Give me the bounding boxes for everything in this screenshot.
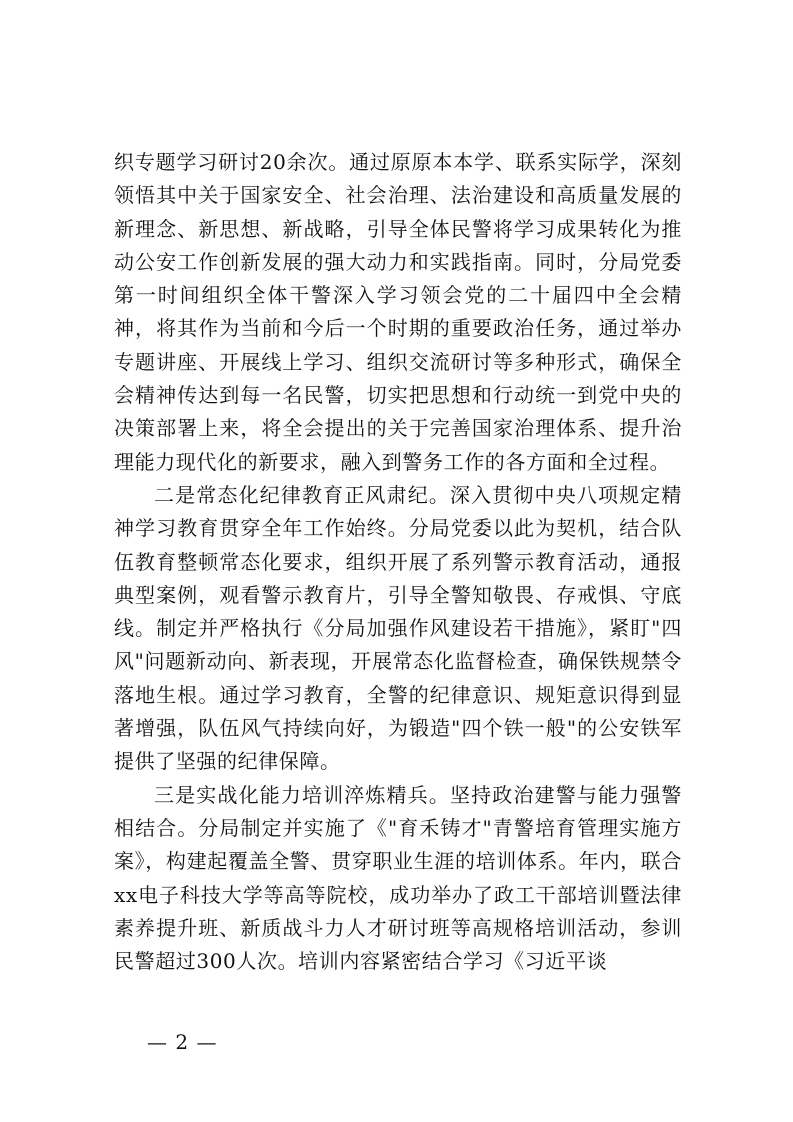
- paragraph-capability-training: 三是实战化能力培训淬炼精兵。坚持政治建警与能力强警相结合。分局制定并实施了《"育禾铸才"青警培育管理实施方案》，构建起覆盖全警、贯穿职业生涯的培训体系。年内，联合xx电子科技大学等高等院校，成功举办了政工干部培训暨法律素养提升班、新质战斗力人才研讨班等高规格培训活动，参训民警超过300人次。培训内容紧密结合学习《习近平谈: [114, 782, 682, 974]
- paragraph-study-continuation: 织专题学习研讨20余次。通过原原本本学、联系实际学，深刻领悟其中关于国家安全、社会治理、法治建设和高质量发展的新理念、新思想、新战略，引导全体民警将学习成果转化为推动公安工作创新发展的强大动力和实践指南。同时，分局党委第一时间组织全体干警深入学习领会党的二十届四中全会精神，将其作为当前和今后一个时期的重要政治任务，通过举办专题讲座、开展线上学习、组织交流研讨等多种形式，确保全会精神传达到每一名民警，切实把思想和行动统一到党中央的决策部署上来，将全会提出的关于完善国家治理体系、提升治理能力现代化的新要求，融入到警务工作的各方面和全过程。: [114, 150, 682, 474]
- document-body: [114, 146, 682, 978]
- paragraph-discipline-education: 二是常态化纪律教育正风肃纪。深入贯彻中央八项规定精神学习教育贯穿全年工作始终。分局党委以此为契机，结合队伍教育整顿常态化要求，组织开展了系列警示教育活动，通报典型案例，观看警示教育片，引导全警知敬畏、存戒惧、守底线。制定并严格执行《分局加强作风建设若干措施》，紧盯"四风"问题新动向、新表现，开展常态化监督检查，确保铁规禁令落地生根。通过学习教育，全警的纪律意识、规矩意识得到显著增强，队伍风气持续向好，为锻造"四个铁一般"的公安铁军提供了坚强的纪律保障。: [114, 482, 682, 774]
- page-number: — 2 —: [147, 1030, 218, 1054]
